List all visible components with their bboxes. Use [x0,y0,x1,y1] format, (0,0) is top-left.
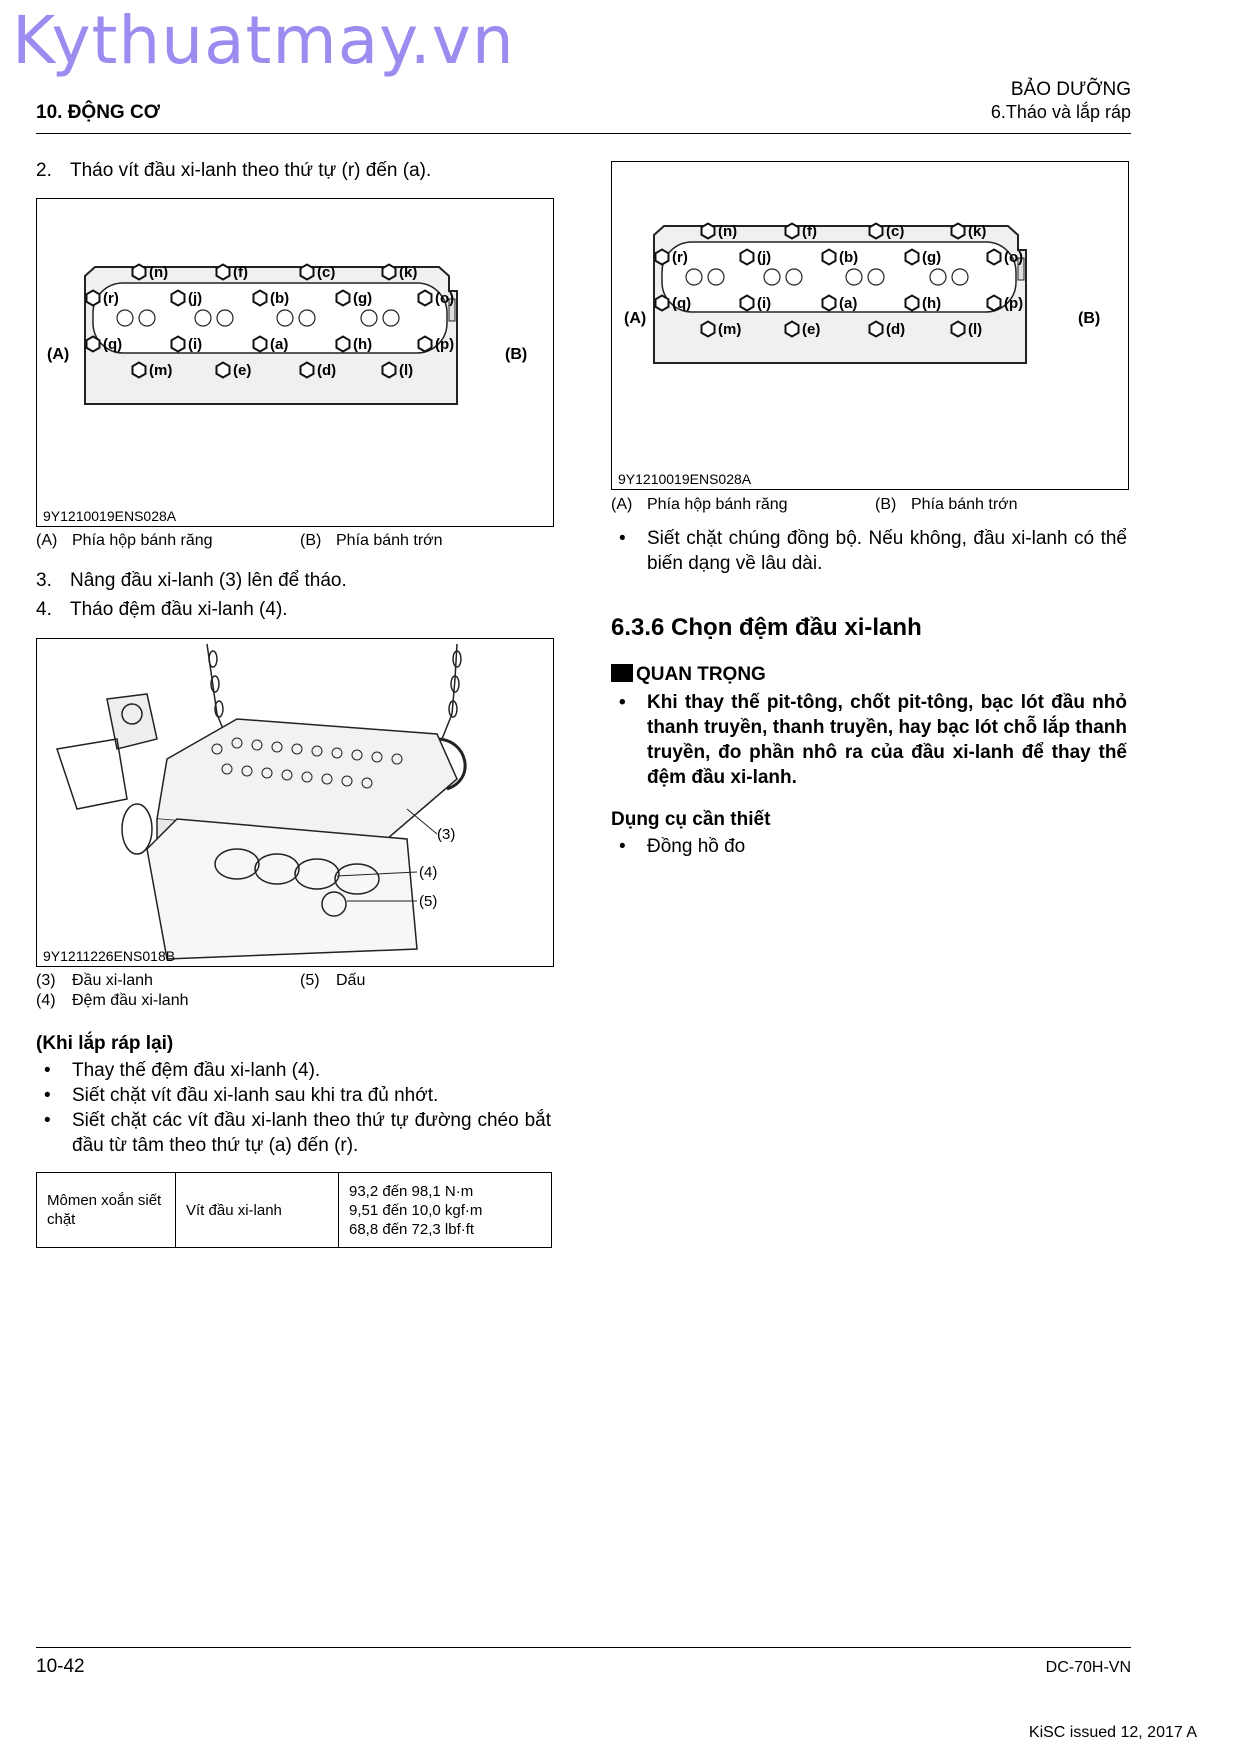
bolt-label: (r) [103,290,119,307]
bolt-label: (o) [1004,249,1024,266]
bolt-label: (p) [435,336,455,353]
bolt-hex-icon [133,363,146,378]
bolt-label: (k) [399,264,418,281]
bolt-label: (a) [839,295,858,312]
important-note [611,690,1127,790]
bolt-label: (m) [149,362,173,379]
bolt-hex-icon [702,224,715,239]
bolt-hex-icon [823,296,836,311]
bolt-hex-icon [786,322,799,337]
bolt-hex-icon [741,296,754,311]
bolt-hex-icon [906,296,919,311]
bolt-hex-icon [988,250,1001,265]
bolt-label: (e) [802,321,821,338]
caption-5: (5) Dấu [300,972,366,989]
side-a-label: (A) [624,310,647,327]
bolt-label: (d) [317,362,337,379]
engine-figure [36,638,554,967]
bolt-label: (b) [270,290,290,307]
bolt-hex-icon [656,250,669,265]
bolt-hex-icon [419,337,432,352]
bolt-hex-icon [988,296,1001,311]
bolt-label: (i) [757,295,772,312]
bolt-label: (n) [718,223,738,240]
bore-circle [930,269,946,285]
bolt-label: (r) [672,249,688,266]
bolt-hex-icon [419,291,432,306]
bolt-hex-icon [383,265,396,280]
figure-2-captions [36,972,552,1016]
bolt-hex-icon [254,337,267,352]
caption-a: (A) Phía hộp bánh răng [611,496,788,513]
bolt-label: (g) [353,290,373,307]
bolt-hex-icon [301,363,314,378]
bolt-label: (d) [886,321,906,338]
bore-circle [868,269,884,285]
bolt-hex-icon [172,337,185,352]
page-number: 10-42 [36,1656,85,1677]
side-b-label: (B) [505,346,528,363]
bore-circle [277,310,293,326]
bolt-hex-icon [217,363,230,378]
bolt-label: (b) [839,249,859,266]
engine-illustration [37,639,553,966]
bolt-hex-icon [337,337,350,352]
figure-code: 9Y1211226ENS018B [43,948,176,964]
bore-circle [952,269,968,285]
caption-3: (3) Đầu xi-lanh [36,972,153,989]
bolt-hex-icon [254,291,267,306]
bore-circle [686,269,702,285]
callout-5: (5) [419,893,438,910]
bolt-label: (f) [233,264,248,281]
watermark: Kythuatmay.vn [12,2,515,79]
bolt-hex-icon [906,250,919,265]
bolt-label: (i) [188,336,203,353]
bore-circle [117,310,133,326]
bolt-label: (a) [270,336,289,353]
bolt-hex-icon [702,322,715,337]
bolt-label: (o) [435,290,455,307]
reassembly-list [36,1058,551,1158]
callout-4: (4) [419,864,438,881]
bore-circle [361,310,377,326]
section-name: BẢO DƯỠNG [1010,79,1131,100]
caption-a: (A) Phía hộp bánh răng [36,532,213,549]
step-4 [36,599,288,621]
bore-circle [786,269,802,285]
torque-values [339,1173,552,1248]
bolt-hex-icon [786,224,799,239]
list-item: • Siết chặt chúng đồng bộ. Nếu không, đầu xi-lanh có thể biến dạng về lâu dài. [611,526,1127,576]
bolt-hex-icon [952,322,965,337]
bolt-label: (g) [922,249,942,266]
bore-circle [299,310,315,326]
bore-circle [708,269,724,285]
bolt-hex-icon [741,250,754,265]
sync-note [611,526,1127,576]
header-rule [36,133,1131,134]
bore-circle [217,310,233,326]
important-label: QUAN TRỌNG [611,664,766,686]
bolt-label: (h) [922,295,942,312]
reassembly-title: (Khi lắp ráp lại) [36,1033,174,1054]
footer-rule [36,1647,1131,1648]
bolt-hex-icon [87,337,100,352]
bolt-hex-icon [133,265,146,280]
bolt-label: (l) [399,362,414,379]
bolt-label: (h) [353,336,373,353]
bolt-label: (e) [233,362,252,379]
step-number: 2. [36,160,52,181]
bolt-label: (l) [968,321,983,338]
bolt-label: (m) [718,321,742,338]
torque-table [36,1172,552,1248]
list-item: • Thay thế đệm đầu xi-lanh (4). [36,1058,551,1083]
list-item: • Siết chặt các vít đầu xi-lanh theo thứ tự đường chéo bắt đầu từ tâm theo thứ tự (a) đến (r). [36,1108,551,1158]
step-text: Tháo đệm đầu xi-lanh (4). [70,599,288,620]
bolt-label: (q) [103,336,123,353]
torque-value-nm: 93,2 đến 98,1 N·m [349,1182,474,1200]
step-text: Nâng đầu xi-lanh (3) lên để tháo. [70,570,347,591]
side-b-label: (B) [1078,310,1101,327]
bore-circle [139,310,155,326]
bolt-hex-icon [87,291,100,306]
bolt-order-figure [36,198,554,527]
cylinder-head-bolt-diagram [37,199,553,526]
cylinder-head-bolt-diagram [612,162,1128,489]
caption-4: (4) Đệm đầu xi-lanh [36,992,189,1009]
bolt-label: (p) [1004,295,1024,312]
chapter-title: 10. ĐỘNG CƠ [36,102,160,123]
bolt-hex-icon [172,291,185,306]
bolt-hex-icon [383,363,396,378]
tools-title: Dụng cụ cần thiết [611,809,771,830]
list-item: • Đồng hồ đo [611,834,1127,859]
step-number: 4. [36,599,52,620]
torque-label: Mômen xoắn siết chặt [37,1173,176,1248]
bolt-label: (j) [188,290,203,307]
callout-3: (3) [437,826,456,843]
bolt-hex-icon [870,322,883,337]
bore-circle [383,310,399,326]
important-square-icon [611,664,633,682]
bolt-label: (n) [149,264,169,281]
step-text: Tháo vít đầu xi-lanh theo thứ tự (r) đến (a). [70,160,432,181]
figure-code: 9Y1210019ENS028A [43,508,177,524]
bore-circle [764,269,780,285]
list-item: • Khi thay thế pit-tông, chốt pit-tông, bạc lót đầu nhỏ thanh truyền, thanh truyền, hay bạc lót chỗ lắp thanh truyền, đo phần nhô ra của đầu xi-lanh để thay thế đệm đầu xi-lanh. [611,690,1127,790]
section-heading: 6.3.6 Chọn đệm đầu xi-lanh [611,614,922,641]
issued-note: KiSC issued 12, 2017 A [1028,1724,1197,1741]
torque-part: Vít đầu xi-lanh [176,1173,339,1248]
bolt-label: (c) [886,223,905,240]
step-2 [36,160,431,182]
caption-b: (B) Phía bánh trớn [875,496,1018,513]
bolt-hex-icon [217,265,230,280]
bore-circle [846,269,862,285]
step-number: 3. [36,570,52,591]
bolt-hex-icon [301,265,314,280]
torque-value-lbfft: 68,8 đến 72,3 lbf·ft [349,1220,475,1238]
bolt-hex-icon [337,291,350,306]
tools-list [611,834,1127,859]
step-3 [36,570,347,592]
torque-value-kgfm: 9,51 đến 10,0 kgf·m [349,1201,483,1219]
doc-code: DC-70H-VN [1045,1659,1131,1676]
bolt-label: (j) [757,249,772,266]
bolt-label: (k) [968,223,987,240]
bore-circle [195,310,211,326]
list-item: • Siết chặt vít đầu xi-lanh sau khi tra đủ nhớt. [36,1083,551,1108]
subsection-name: 6.Tháo và lắp ráp [990,102,1131,122]
bolt-hex-icon [952,224,965,239]
bolt-hex-icon [656,296,669,311]
bolt-label: (f) [802,223,817,240]
bolt-hex-icon [870,224,883,239]
bolt-label: (c) [317,264,336,281]
figure-code: 9Y1210019ENS028A [618,471,752,487]
bolt-hex-icon [823,250,836,265]
side-a-label: (A) [47,346,70,363]
caption-b: (B) Phía bánh trớn [300,532,443,549]
bolt-order-figure-right [611,161,1129,490]
bolt-label: (q) [672,295,692,312]
